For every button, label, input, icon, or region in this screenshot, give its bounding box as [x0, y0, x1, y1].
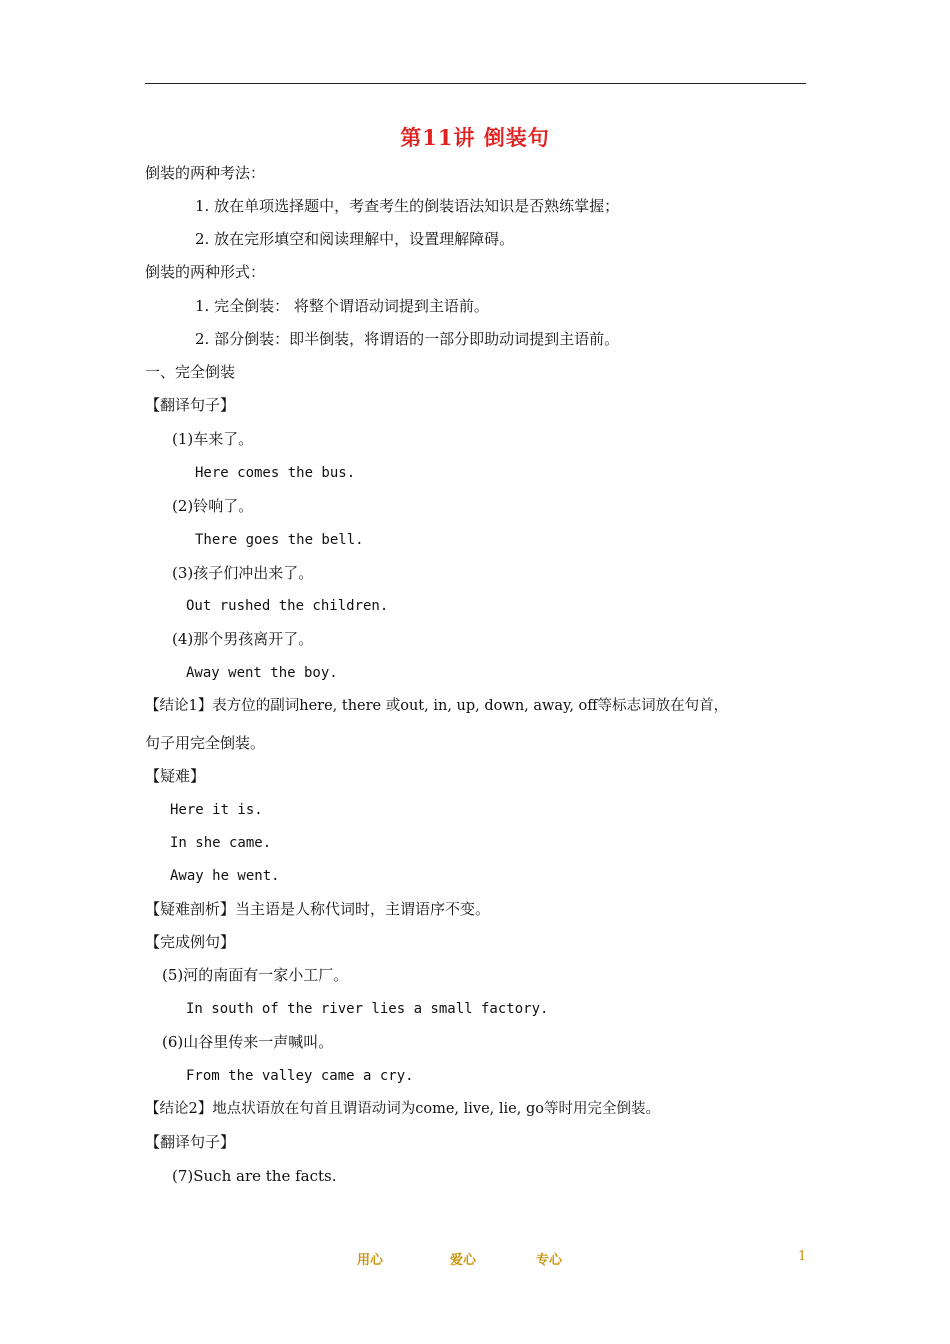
header-rule: [145, 83, 806, 84]
text-line: (6)山谷里传来一声喊叫。: [162, 1033, 334, 1051]
text-line: 【疑难】: [145, 767, 206, 785]
english-sentence: Here comes the bus.: [195, 465, 356, 481]
text-line: 1. 放在单项选择题中，考查考生的倒装语法知识是否熟练掌握；: [195, 197, 620, 215]
text-line: 【翻译句子】: [145, 396, 236, 414]
text-line: 2. 放在完形填空和阅读理解中，设置理解障碍。: [195, 230, 515, 248]
english-sentence: In she came.: [170, 835, 272, 851]
footer-item-2: 爱心: [450, 1253, 477, 1268]
text-line: (7)Such are the facts.: [172, 1167, 337, 1185]
text-line: (4)那个男孩离开了。: [172, 630, 314, 648]
english-sentence: Away he went.: [170, 868, 280, 884]
english-sentence: There goes the bell.: [195, 532, 364, 548]
english-sentence: From the valley came a cry.: [186, 1068, 414, 1084]
text-line: 【疑难剖析】当主语是人称代词时，主谓语序不变。: [145, 900, 491, 918]
text-line: (2)铃响了。: [172, 497, 254, 515]
text-line: 【翻译句子】: [145, 1133, 236, 1151]
text-line: (3)孩子们冲出来了。: [172, 564, 314, 582]
english-sentence: Out rushed the children.: [186, 598, 389, 614]
text-line: 句子用完全倒装。: [145, 734, 266, 752]
footer-item-1: 用心: [357, 1253, 384, 1268]
conclusion-1: 【结论1】表方位的副词here, there 或out, in, up, down, away, off等标志词放在句首，: [145, 698, 729, 714]
text-line: 【完成例句】: [145, 933, 236, 951]
english-sentence: In south of the river lies a small factory.: [186, 1001, 549, 1017]
text-line: 倒装的两种形式：: [145, 263, 266, 281]
english-sentence: Away went the boy.: [186, 665, 338, 681]
text-line: (5)河的南面有一家小工厂。: [162, 966, 349, 984]
text-line: 2. 部分倒装：即半倒装，将谓语的一部分即助动词提到主语前。: [195, 330, 620, 348]
page-title: 第11讲 倒装句: [400, 125, 550, 150]
page-number: 1: [798, 1249, 807, 1264]
footer-item-3: 专心: [536, 1253, 563, 1268]
text-line: (1)车来了。: [172, 430, 254, 448]
text-line: 倒装的两种考法：: [145, 164, 266, 182]
english-sentence: Here it is.: [170, 802, 263, 818]
text-line: 1. 完全倒装： 将整个谓语动词提到主语前。: [195, 297, 489, 315]
conclusion-2: 【结论2】地点状语放在句首且谓语动词为come, live, lie, go等时用完全倒装。: [145, 1101, 660, 1117]
section-heading: 一、完全倒装: [145, 363, 236, 381]
